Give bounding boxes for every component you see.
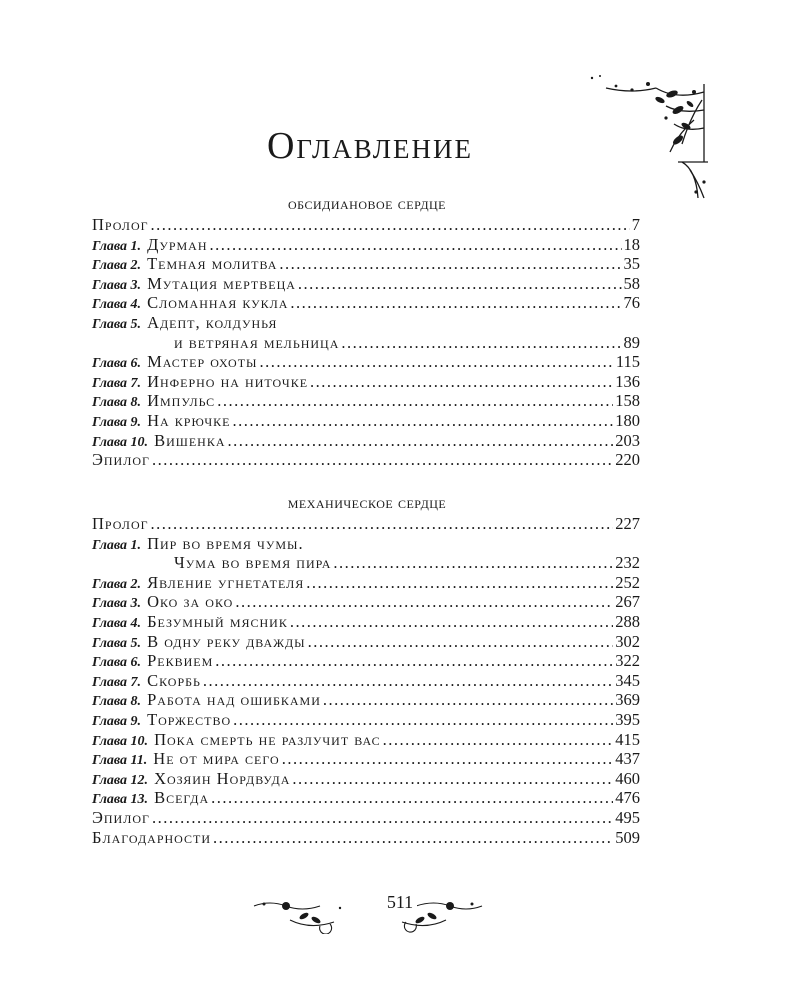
dot-leader: [152, 808, 613, 828]
entry-page: 415: [615, 729, 640, 749]
entry-page: 58: [623, 273, 640, 293]
chapter-number: Глава 12.: [92, 772, 149, 788]
entry-title: Пролог: [92, 514, 149, 533]
entry-title: Дурман: [147, 234, 208, 254]
entry-page: 460: [615, 768, 640, 788]
entry-page: 158: [615, 391, 640, 411]
section-heading: механическое сердце: [287, 493, 447, 512]
toc-entry[interactable]: [92, 671, 640, 691]
entry-title: Инферно на ниточке: [147, 371, 309, 391]
chapter-number: Глава 8.: [92, 694, 142, 710]
chapter-number: Глава 4.: [92, 615, 142, 631]
toc-entry[interactable]: [92, 592, 640, 612]
entry-title: Эпилог: [92, 450, 150, 470]
dot-leader: [308, 632, 614, 652]
entry-page: 115: [615, 352, 640, 372]
entry-title: Адепт, колдунья: [147, 312, 278, 332]
chapter-number: Глава 1.: [92, 537, 142, 553]
entry-page: 437: [615, 749, 640, 769]
dot-leader: [215, 651, 613, 671]
toc-list: [92, 514, 640, 847]
entry-title: Работа над ошибками: [147, 690, 321, 710]
dot-leader: [279, 254, 621, 274]
toc-entry[interactable]: [92, 514, 640, 534]
dot-leader: [228, 431, 614, 451]
toc-entry[interactable]: [92, 690, 640, 710]
entry-page: 288: [615, 611, 640, 631]
chapter-number: Глава 10.: [92, 434, 149, 450]
chapter-number: Глава 5.: [92, 316, 142, 332]
toc-entry[interactable]: [92, 391, 640, 411]
entry-title: Хозяин Нордвуда: [154, 768, 291, 788]
chapter-number: Глава 3.: [92, 596, 142, 612]
entry-title: Импульс: [147, 391, 216, 411]
entry-page: 220: [615, 450, 640, 470]
entry-page: 509: [615, 827, 640, 847]
entry-page: 203: [615, 430, 640, 450]
chapter-number: Глава 1.: [92, 238, 142, 254]
toc-entry[interactable]: [92, 573, 640, 593]
chapter-number: Глава 6.: [92, 356, 142, 372]
dot-leader: [290, 612, 613, 632]
entry-page: 345: [615, 670, 640, 690]
entry-page: 35: [623, 254, 640, 274]
toc-entry[interactable]: [92, 828, 640, 848]
entry-title: Пир во время чумы.: [147, 533, 304, 553]
chapter-number: Глава 2.: [92, 258, 142, 274]
page-title: Оглавление: [266, 125, 474, 167]
entry-title: В одну реку дважды: [147, 631, 306, 651]
entry-title: Реквием: [147, 651, 214, 671]
entry-title: Око за око: [147, 592, 234, 612]
entry-title: Скорбь: [147, 670, 201, 690]
toc-entry[interactable]: [92, 788, 640, 808]
dot-leader: [341, 333, 621, 353]
entry-title: Сломанная кукла: [147, 293, 289, 313]
dot-leader: [292, 769, 613, 789]
entry-title: Мастер охоты: [147, 352, 258, 372]
entry-title-continued: Чума во время пира: [174, 553, 332, 573]
entry-page: 227: [615, 514, 640, 533]
entry-page: 267: [615, 592, 640, 612]
toc-entry[interactable]: [92, 293, 640, 313]
chapter-number: Глава 3.: [92, 277, 142, 293]
toc-entry[interactable]: [92, 651, 640, 671]
toc-entry[interactable]: [92, 431, 640, 451]
toc-entry[interactable]: [92, 710, 640, 730]
toc-entry[interactable]: [92, 274, 640, 294]
chapter-number: Глава 13.: [92, 792, 149, 808]
dot-leader: [333, 553, 613, 573]
chapter-number: Глава 7.: [92, 674, 142, 690]
entry-title: Безумный мясник: [147, 611, 288, 631]
entry-title-continued: и ветряная мельница: [174, 332, 340, 352]
entry-page: 395: [615, 709, 640, 729]
dot-leader: [203, 671, 613, 691]
toc-entry-continuation[interactable]: [92, 333, 640, 353]
page-number: 511: [383, 892, 417, 912]
entry-page: 322: [615, 651, 640, 671]
dot-leader: [260, 352, 614, 372]
chapter-number: Глава 9.: [92, 414, 142, 430]
toc-entry[interactable]: [92, 769, 640, 789]
entry-page: 252: [615, 572, 640, 592]
entry-page: 302: [615, 631, 640, 651]
entry-title: Темная молитва: [147, 254, 278, 274]
toc-entry[interactable]: [92, 450, 640, 470]
toc-entry-continuation[interactable]: [92, 553, 640, 573]
chapter-number: Глава 10.: [92, 733, 149, 749]
dot-leader: [383, 730, 614, 750]
entry-title: На крючке: [147, 410, 231, 430]
dot-leader: [213, 828, 613, 848]
toc-entry[interactable]: [92, 749, 640, 769]
entry-title: Пока смерть не разлучит вас: [154, 729, 381, 749]
chapter-number: Глава 8.: [92, 395, 142, 411]
entry-page: 89: [623, 332, 640, 352]
section-heading: обсидиановое сердце: [287, 194, 447, 213]
toc-entry[interactable]: [92, 254, 640, 274]
dot-leader: [310, 372, 613, 392]
toc-entry[interactable]: [92, 411, 640, 431]
entry-title: Вишенка: [154, 430, 226, 450]
chapter-number: Глава 5.: [92, 635, 142, 651]
dot-leader: [232, 411, 613, 431]
dot-leader: [233, 710, 613, 730]
dot-leader: [323, 690, 613, 710]
entry-title: Пролог: [92, 215, 149, 234]
dot-leader: [217, 391, 613, 411]
entry-page: 476: [615, 788, 640, 808]
entry-title: Всегда: [154, 788, 210, 808]
chapter-number: Глава 11.: [92, 753, 148, 769]
chapter-number: Глава 6.: [92, 655, 142, 671]
dot-leader: [211, 788, 613, 808]
entry-title: Эпилог: [92, 807, 150, 827]
chapter-number: Глава 7.: [92, 375, 142, 391]
entry-page: 495: [615, 807, 640, 827]
toc-entry[interactable]: [92, 612, 640, 632]
page-number-wrapper: [0, 892, 800, 913]
entry-title: Благодарности: [92, 827, 211, 847]
toc-entry[interactable]: [92, 372, 640, 392]
dot-leader: [152, 450, 613, 470]
entry-page: 76: [623, 293, 640, 313]
toc-entry[interactable]: [92, 235, 640, 255]
dot-leader: [306, 573, 613, 593]
toc-entry[interactable]: [92, 730, 640, 750]
entry-page: 180: [615, 410, 640, 430]
toc-entry[interactable]: [92, 352, 640, 372]
entry-page: 18: [623, 234, 640, 254]
toc-entry[interactable]: [92, 313, 640, 333]
toc-entry[interactable]: [92, 632, 640, 652]
toc-entry[interactable]: [92, 808, 640, 828]
dot-leader: [151, 514, 614, 534]
dot-leader: [282, 749, 614, 769]
dot-leader: [235, 592, 613, 612]
chapter-number: Глава 9.: [92, 713, 142, 729]
entry-page: 136: [615, 371, 640, 391]
entry-page: 7: [631, 215, 640, 234]
dot-leader: [290, 293, 621, 313]
dot-leader: [210, 235, 622, 255]
entry-title: Мутация мертвеца: [147, 273, 296, 293]
entry-title: Явление угнетателя: [147, 572, 305, 592]
chapter-number: Глава 4.: [92, 297, 142, 313]
toc-list: [92, 215, 640, 470]
entry-page: 232: [615, 553, 640, 573]
toc-entry[interactable]: [92, 534, 640, 554]
dot-leader: [151, 215, 630, 235]
entry-page: 369: [615, 690, 640, 710]
toc-entry[interactable]: [92, 215, 640, 235]
entry-title: Торжество: [147, 709, 232, 729]
entry-title: Не от мира сего: [153, 749, 280, 769]
chapter-number: Глава 2.: [92, 576, 142, 592]
dot-leader: [298, 274, 622, 294]
